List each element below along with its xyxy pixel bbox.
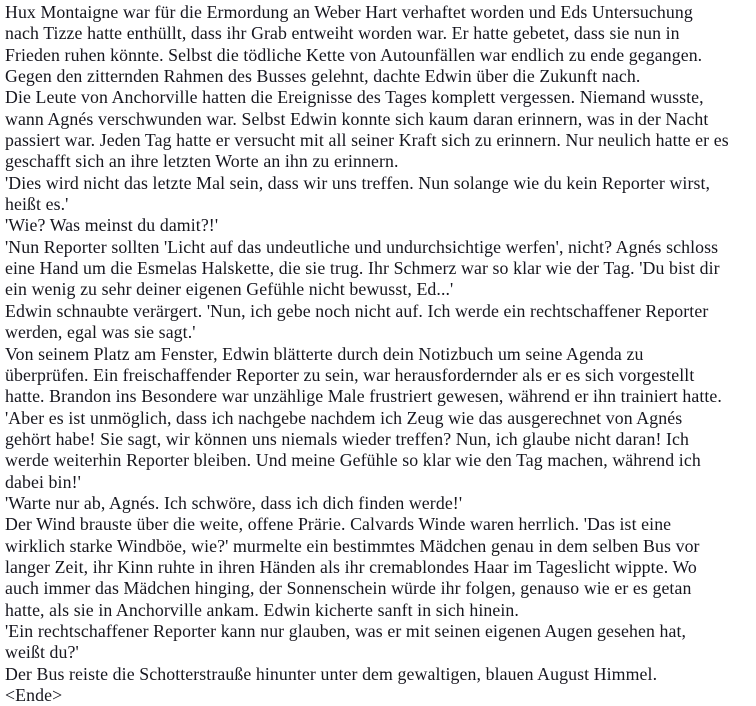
text-line: weißt du?' bbox=[5, 642, 79, 663]
text-line: gehört habe! Sie sagt, wir können uns niemals wieder treffen? Nun, ich glaube nicht daran! Ich bbox=[5, 428, 690, 449]
text-line: 'Nun Reporter sollten 'Licht auf das undeutliche und undurchsichtige werfen', nicht? Agnés schloss bbox=[5, 236, 719, 257]
text-line: 'Ein rechtschaffener Reporter kann nur glauben, was er mit seinen eigenen Augen gesehen hat, bbox=[5, 620, 687, 641]
text-line: auch immer das Mädchen hinging, der Sonnenschein würde ihr folgen, genauso wie er es getan bbox=[5, 578, 692, 599]
text-line: hatte, als sie in Anchorville ankam. Edwin kicherte sanft in sich hinein. bbox=[5, 599, 519, 620]
text-line: 'Dies wird nicht das letzte Mal sein, dass wir uns treffen. Nun solange wie du kein Reporter wirst, bbox=[5, 172, 711, 193]
text-line: nach Tizze hatte enthüllt, dass ihr Grab entweiht worden war. Er hatte gebetet, dass sie nun in bbox=[5, 23, 680, 44]
text-line: überprüfen. Ein freischaffender Reporter zu sein, war herausfordernder als er es sich vorgestellt bbox=[5, 364, 695, 385]
text-line: langer Zeit, ihr Kinn ruhte in ihren Händen als ihr cremablondes Haar im Tageslicht wippte. Wo bbox=[5, 556, 697, 577]
document-text-block bbox=[5, 2, 754, 706]
text-line: 'Wie? Was meinst du damit?!' bbox=[5, 215, 219, 236]
text-line: Edwin schnaubte verärgert. 'Nun, ich gebe noch nicht auf. Ich werde ein rechtschaffener Reporter bbox=[5, 300, 709, 321]
text-line: Die Leute von Anchorville hatten die Ereignisse des Tages komplett vergessen. Niemand wusste, bbox=[5, 87, 704, 108]
text-line: werde weiterhin Reporter bleiben. Und meine Gefühle so klar wie den Tag machen, während ich bbox=[5, 450, 701, 471]
text-line: wirklich starke Windböe, wie?' murmelte ein bestimmtes Mädchen genau in dem selben Bus vor bbox=[5, 535, 700, 556]
text-line: Der Wind brauste über die weite, offene Prärie. Calvards Winde waren herrlich. 'Das ist eine bbox=[5, 514, 672, 535]
text-line: hatte. Brandon ins Besondere war unzählige Male frustriert gewesen, während er ihn trainiert hatte. bbox=[5, 386, 722, 407]
text-line: Hux Montaigne war für die Ermordung an Weber Hart verhaftet worden und Eds Untersuchung bbox=[5, 2, 693, 22]
text-line: 'Aber es ist unmöglich, dass ich nachgebe nachdem ich Zeug wie das ausgerechnet von Agnés bbox=[5, 407, 683, 428]
text-line: 'Warte nur ab, Agnés. Ich schwöre, dass ich dich finden werde!' bbox=[5, 492, 463, 513]
text-line: Der Bus reiste die Schotterstrauße hinunter unter dem gewaltigen, blauen August Himmel. bbox=[5, 663, 658, 684]
text-line: eine Hand um die Esmelas Halskette, die sie trug. Ihr Schmerz war so klar wie der Tag. 'Du bist dir bbox=[5, 258, 720, 279]
text-line: Gegen den zitternden Rahmen des Busses gelehnt, dachte Edwin über die Zukunft nach. bbox=[5, 66, 641, 87]
text-line: wann Agnés verschwunden war. Selbst Edwin konnte sich kaum daran erinnern, was in der Nacht bbox=[5, 108, 709, 129]
text-line: passiert war. Jeden Tag hatte er versucht mit all seiner Kraft sich zu erinnern. Nur neulich hatte er es bbox=[5, 130, 729, 151]
text-line: Frieden ruhen könnte. Selbst die tödliche Kette von Autounfällen war endlich zu ende gegangen. bbox=[5, 44, 703, 65]
text-line: dabei bin!' bbox=[5, 471, 81, 492]
text-line: geschafft sich an ihre letzten Worte an ihn zu erinnern. bbox=[5, 151, 399, 172]
text-line: heißt es.' bbox=[5, 194, 69, 215]
text-line: werden, egal was sie sagt.' bbox=[5, 322, 196, 343]
document-end-tag: <Ende> bbox=[5, 685, 63, 705]
text-line: Von seinem Platz am Fenster, Edwin blätterte durch dein Notizbuch um seine Agenda zu bbox=[5, 343, 644, 364]
text-line: ein wenig zu sehr deiner eigenen Gefühle nicht bewusst, Ed...' bbox=[5, 279, 454, 300]
